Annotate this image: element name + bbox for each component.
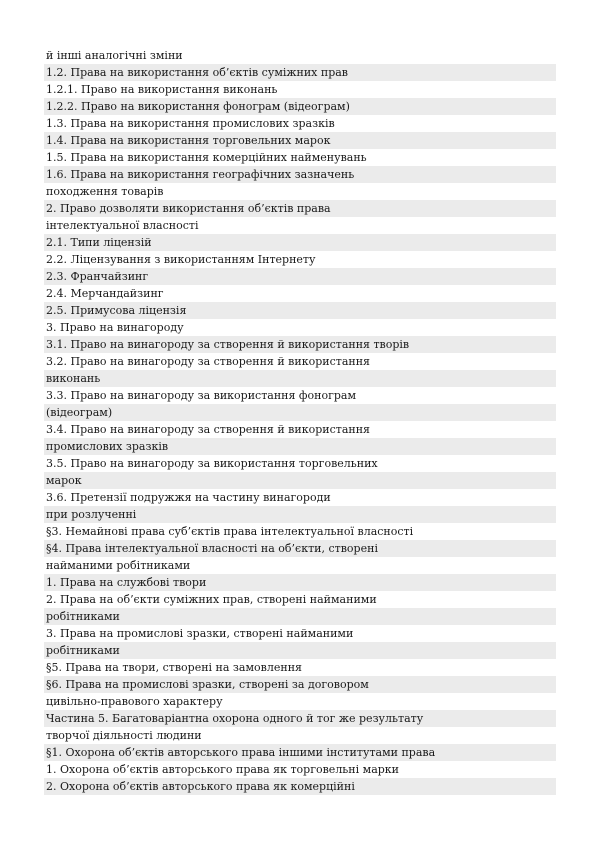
toc-line: 2.1. Типи ліцензій <box>44 234 556 251</box>
toc-line: 2.4. Мерчандайзинг <box>46 287 164 300</box>
toc-line: §6. Права на промислові зразки, створені за договором <box>44 676 556 693</box>
toc-line: марок <box>44 472 556 489</box>
toc-line: 1.2.1. Право на використання виконань <box>46 83 278 96</box>
toc-line: §3. Немайнові права суб’єктів права інтелектуальної власності <box>46 525 414 538</box>
toc-line: й інші аналогічні зміни <box>46 49 183 62</box>
toc-line: промислових зразків <box>44 438 556 455</box>
toc-line: найманими робітниками <box>46 559 191 572</box>
toc-line: 3.6. Претензії подружжя на частину винагороди <box>46 491 331 504</box>
toc-line: при розлученні <box>44 506 556 523</box>
toc-line: §1. Охорона об’єктів авторського права іншими інститутами права <box>44 744 556 761</box>
toc-line: §5. Права на твори, створені на замовлення <box>46 661 302 674</box>
toc-line: 2. Право дозволяти використання об’єктів права <box>44 200 556 217</box>
toc-line: 3.2. Право на винагороду за створення й використання <box>46 355 370 368</box>
toc-line: Частина 5. Багатоваріантна охорона одного й тог же результату <box>44 710 556 727</box>
toc-line: (відеограм) <box>44 404 556 421</box>
toc-line: 3.3. Право на винагороду за використання фонограм <box>46 389 357 402</box>
toc-line: 1.2.2. Право на використання фонограм (відеограм) <box>44 98 556 115</box>
toc-line: 3.5. Право на винагороду за використання торговельних <box>46 457 378 470</box>
toc-line: 1. Охорона об’єктів авторського права як торговельні марки <box>46 763 399 776</box>
toc-line: творчої діяльності людини <box>46 729 202 742</box>
toc-line: 3.4. Право на винагороду за створення й використання <box>46 423 370 436</box>
toc-line: виконань <box>44 370 556 387</box>
toc-line: 1.2. Права на використання об’єктів суміжних прав <box>44 64 556 81</box>
toc-line: 2. Охорона об’єктів авторського права як комерційні <box>44 778 556 795</box>
table-of-contents <box>44 47 556 795</box>
toc-line: §4. Права інтелектуальної власності на об’єкти, створені <box>44 540 556 557</box>
toc-line: 3. Право на винагороду <box>46 321 184 334</box>
toc-line: 1.6. Права на використання географічних зазначень <box>44 166 556 183</box>
toc-line: робітниками <box>44 608 556 625</box>
toc-line: 2.3. Франчайзинг <box>44 268 556 285</box>
toc-line: походження товарів <box>46 185 164 198</box>
toc-line: 1.5. Права на використання комерційних найменувань <box>46 151 367 164</box>
toc-line: 2.2. Ліцензування з використанням Інтернету <box>46 253 316 266</box>
toc-line: цивільно-правового характеру <box>46 695 223 708</box>
toc-line: 3.1. Право на винагороду за створення й використання творів <box>44 336 556 353</box>
toc-line: 3. Права на промислові зразки, створені найманими <box>46 627 354 640</box>
toc-line: інтелектуальної власності <box>46 219 199 232</box>
toc-line: 2. Права на об’єкти суміжних прав, створені найманими <box>46 593 377 606</box>
toc-line: 1.3. Права на використання промислових зразків <box>46 117 335 130</box>
toc-line: робітниками <box>44 642 556 659</box>
toc-line: 2.5. Примусова ліцензія <box>44 302 556 319</box>
toc-line: 1. Права на службові твори <box>44 574 556 591</box>
toc-line: 1.4. Права на використання торговельних марок <box>44 132 556 149</box>
